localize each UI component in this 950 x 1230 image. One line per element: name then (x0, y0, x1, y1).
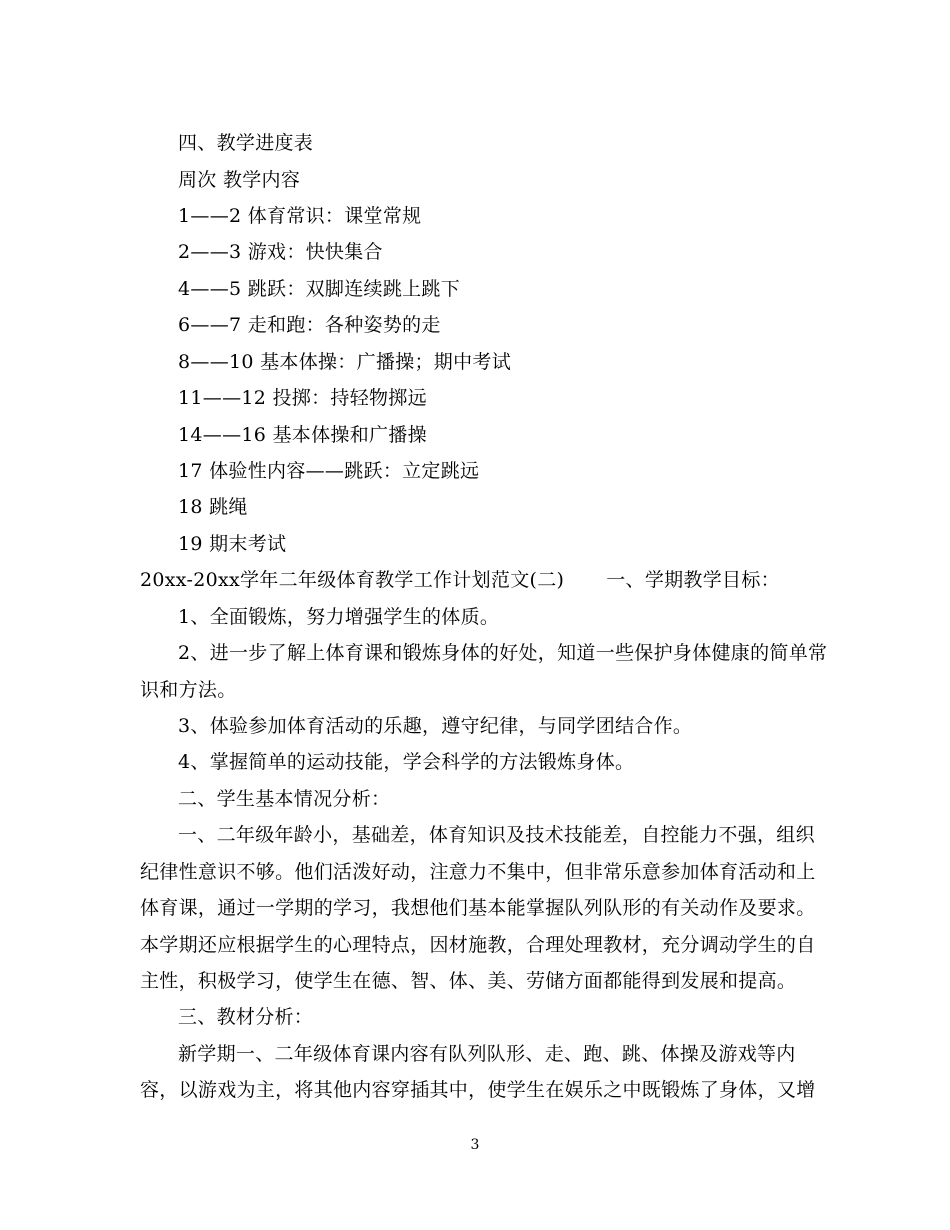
material-heading: 三、教材分析： (178, 1006, 314, 1028)
page-number: 3 (470, 1137, 480, 1153)
goal-item: 4、掌握简单的运动技能，学会科学的方法锻炼身体。 (178, 751, 635, 773)
section-title-tail: 一、学期教学目标： (606, 569, 780, 591)
schedule-header-row: 周次 教学内容 (178, 169, 301, 191)
schedule-row: 18 跳绳 (178, 496, 248, 518)
analysis-paragraph-line: 一、二年级年龄小，基础差，体育知识及技术技能差，自控能力不强，组织 (178, 824, 815, 846)
schedule-row: 1——2 体育常识：课堂常规 (178, 205, 422, 227)
analysis-paragraph-line: 本学期还应根据学生的心理特点，因材施教，合理处理教材，充分调动学生的自 (140, 934, 816, 956)
material-paragraph-line: 容，以游戏为主，将其他内容穿插其中，使学生在娱乐之中既锻炼了身体，又增 (140, 1079, 816, 1101)
schedule-row: 4——5 跳跃：双脚连续跳上跳下 (178, 278, 461, 300)
section-title-line (140, 568, 780, 592)
schedule-heading: 四、教学进度表 (178, 132, 314, 154)
schedule-row: 17 体验性内容——跳跃：立定跳远 (178, 460, 480, 482)
goal-item: 3、体验参加体育活动的乐趣，遵守纪律，与同学团结合作。 (178, 715, 693, 737)
schedule-row: 8——10 基本体操：广播操；期中考试 (178, 351, 512, 373)
schedule-row: 14——16 基本体操和广播操 (178, 424, 427, 446)
schedule-row: 11——12 投掷：持轻物掷远 (178, 387, 427, 409)
material-paragraph-line: 新学期一、二年级体育课内容有队列队形、走、跑、跳、体操及游戏等内 (178, 1043, 796, 1065)
schedule-row: 2——3 游戏：快快集合 (178, 241, 383, 263)
goal-item: 2、进一步了解上体育课和锻炼身体的好处，知道一些保护身体健康的简单常 (178, 642, 828, 664)
section-title: 20xx-20xx学年二年级体育教学工作计划范文(二) (140, 569, 565, 591)
schedule-row: 6——7 走和跑：各种姿势的走 (178, 314, 441, 336)
analysis-paragraph-line: 纪律性意识不够。他们活泼好动，注意力不集中，但非常乐意参加体育活动和上 (140, 861, 816, 883)
schedule-row: 19 期末考试 (178, 533, 287, 555)
analysis-heading: 二、学生基本情况分析： (178, 788, 391, 810)
analysis-paragraph-line: 体育课，通过一学期的学习，我想他们基本能掌握队列队形的有关动作及要求。 (140, 897, 816, 919)
goal-item-continued: 识和方法。 (140, 679, 237, 701)
analysis-paragraph-line: 主性，积极学习，使学生在德、智、体、美、劳储方面都能得到发展和提高。 (140, 970, 797, 992)
goal-item: 1、全面锻炼，努力增强学生的体质。 (178, 606, 500, 628)
